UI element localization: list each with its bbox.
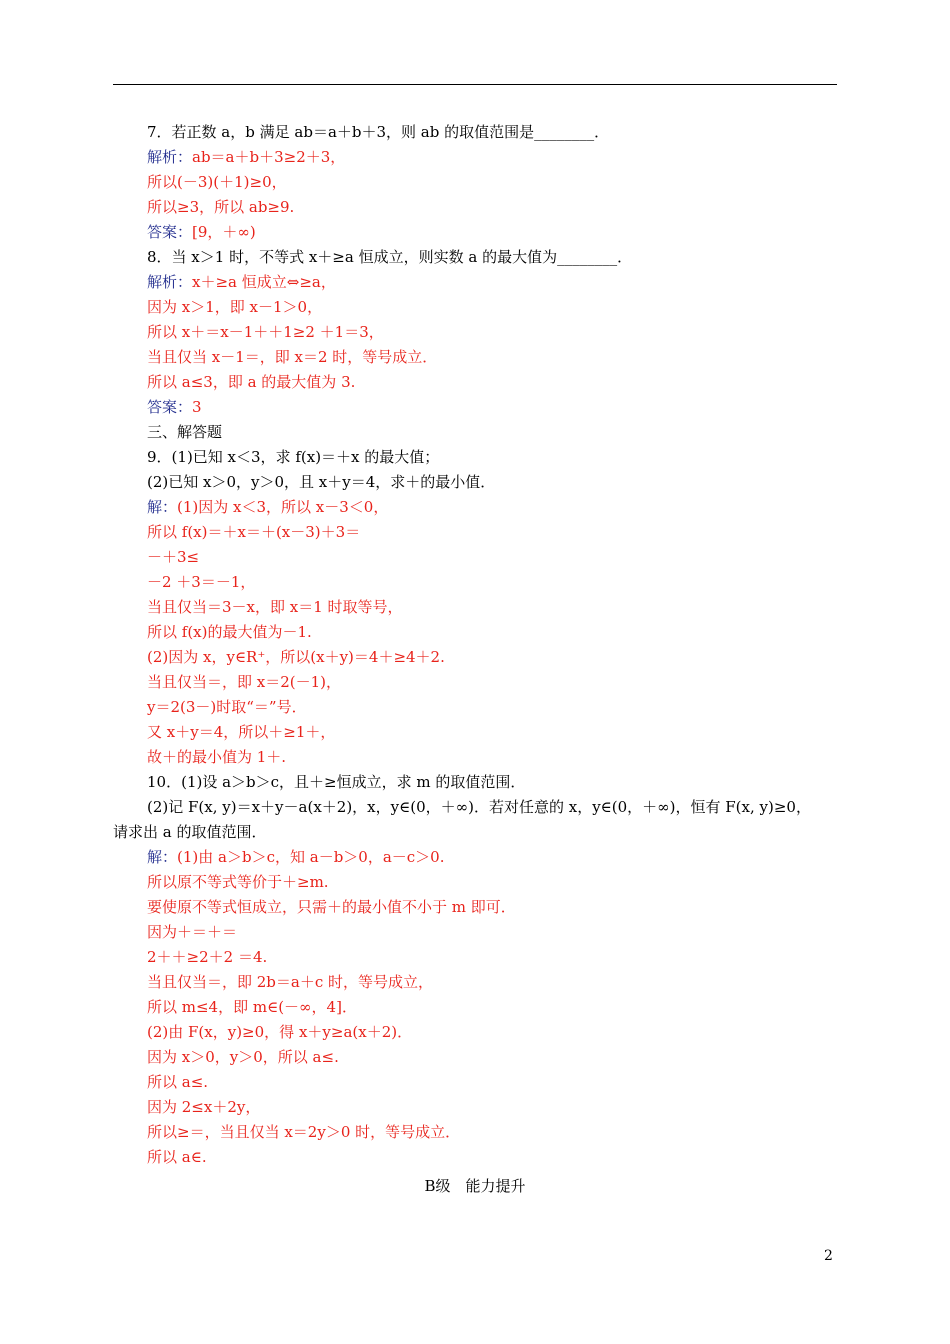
text-line: 因为 2≤x＋2y， (147, 1098, 261, 1116)
text-line: 8．当 x＞1 时，不等式 x＋≥a 恒成立，则实数 a 的最大值为________． (147, 248, 633, 266)
text-line: (2)由 F(x，y)≥0，得 x＋y≥a(x＋2)． (147, 1023, 413, 1041)
text-lines (113, 120, 837, 1170)
text-line: 当且仅当＝，即 x＝2(－1)， (147, 673, 342, 691)
text-line: (2)因为 x，y∈R⁺，所以(x＋y)＝4＋≥4＋2. (147, 648, 445, 666)
text-line (113, 145, 837, 170)
answer-label: 答案： (147, 223, 193, 241)
line-text: (1)因为 x＜3，所以 x－3＜0， (177, 498, 389, 516)
text-line (113, 395, 837, 420)
line-text: (1)由 a＞b＞c，知 a－b＞0，a－c＞0. (177, 848, 445, 866)
text-line: 因为 x＞0，y＞0，所以 a≤. (147, 1048, 339, 1066)
text-line: 7．若正数 a，b 满足 ab＝a＋b＋3，则 ab 的取值范围是________． (147, 123, 610, 141)
text-line: 所以 f(x)＝＋x＝＋(x－3)＋3＝ (147, 523, 361, 541)
text-line: 请求出 a 的取值范围． (113, 823, 267, 841)
text-line: 所以 a≤3，即 a 的最大值为 3. (147, 373, 356, 391)
text-line: 要使原不等式恒成立，只需＋的最小值不小于 m 即可． (147, 898, 516, 916)
text-line: －＋3≤ (147, 548, 200, 566)
text-line: 所以 a≤. (147, 1073, 209, 1091)
text-line: 故＋的最小值为 1＋. (147, 748, 287, 766)
answer-label: 解： (147, 848, 178, 866)
text-line: －2 ＋3＝－1， (147, 573, 256, 591)
section-heading: B级 能力提升 (424, 1177, 526, 1195)
text-line: 所以 a∈. (147, 1148, 207, 1166)
line-text: 3 (192, 398, 202, 416)
text-line: 又 x＋y＝4，所以＋≥1＋， (147, 723, 336, 741)
text-line: 所以 m≤4，即 m∈(－∞，4]． (147, 998, 357, 1016)
line-text: [9，＋∞) (192, 223, 256, 241)
text-line: 因为 x＞1，即 x－1＞0， (147, 298, 323, 316)
text-line (113, 845, 837, 870)
text-line (113, 220, 837, 245)
page-number: 2 (824, 1248, 833, 1264)
answer-label: 解： (147, 498, 178, 516)
text-line (113, 495, 837, 520)
text-line: 所以≥＝，当且仅当 x＝2y＞0 时，等号成立． (147, 1123, 461, 1141)
text-line: y＝2(3－)时取“＝”号． (147, 698, 307, 716)
text-line: 当且仅当＝，即 2b＝a＋c 时，等号成立， (147, 973, 434, 991)
answer-label: 解析： (147, 148, 193, 166)
document-body (113, 120, 837, 1199)
text-line: 所以 x＋＝x－1＋＋1≥2 ＋1＝3， (147, 323, 384, 341)
text-line: 10．(1)设 a＞b＞c，且＋≥恒成立，求 m 的取值范围． (147, 773, 526, 791)
line-text: ab＝a＋b＋3≥2＋3， (192, 148, 346, 166)
text-line: 因为＋＝＋＝ (147, 923, 238, 941)
text-line: (2)记 F(x, y)＝x＋y－a(x＋2)，x，y∈(0，＋∞)．若对任意的 x，y∈(0，＋∞)，恒有 F(x, y)≥0， (147, 798, 811, 816)
text-line: 三、解答题 (147, 423, 223, 441)
text-line: 所以 f(x)的最大值为－1. (147, 623, 312, 641)
text-line (113, 270, 837, 295)
answer-label: 解析： (147, 273, 193, 291)
text-line: (2)已知 x＞0，y＞0，且 x＋y＝4，求＋的最小值． (147, 473, 496, 491)
text-line: 所以原不等式等价于＋≥m. (147, 873, 329, 891)
line-text: x＋≥a 恒成立⇔≥a， (192, 273, 336, 291)
text-line: 2＋＋≥2＋2 ＝4. (147, 948, 268, 966)
text-line: 当且仅当 x－1＝，即 x＝2 时，等号成立． (147, 348, 438, 366)
text-line: 所以≥3，所以 ab≥9. (147, 198, 295, 216)
answer-label: 答案： (147, 398, 193, 416)
header-rule (113, 84, 837, 85)
text-line: 当且仅当＝3－x，即 x＝1 时取等号， (147, 598, 403, 616)
text-line: 所以(－3)(＋1)≥0， (147, 173, 287, 191)
text-line: 9．(1)已知 x＜3，求 f(x)＝＋x 的最大值； (147, 448, 440, 466)
